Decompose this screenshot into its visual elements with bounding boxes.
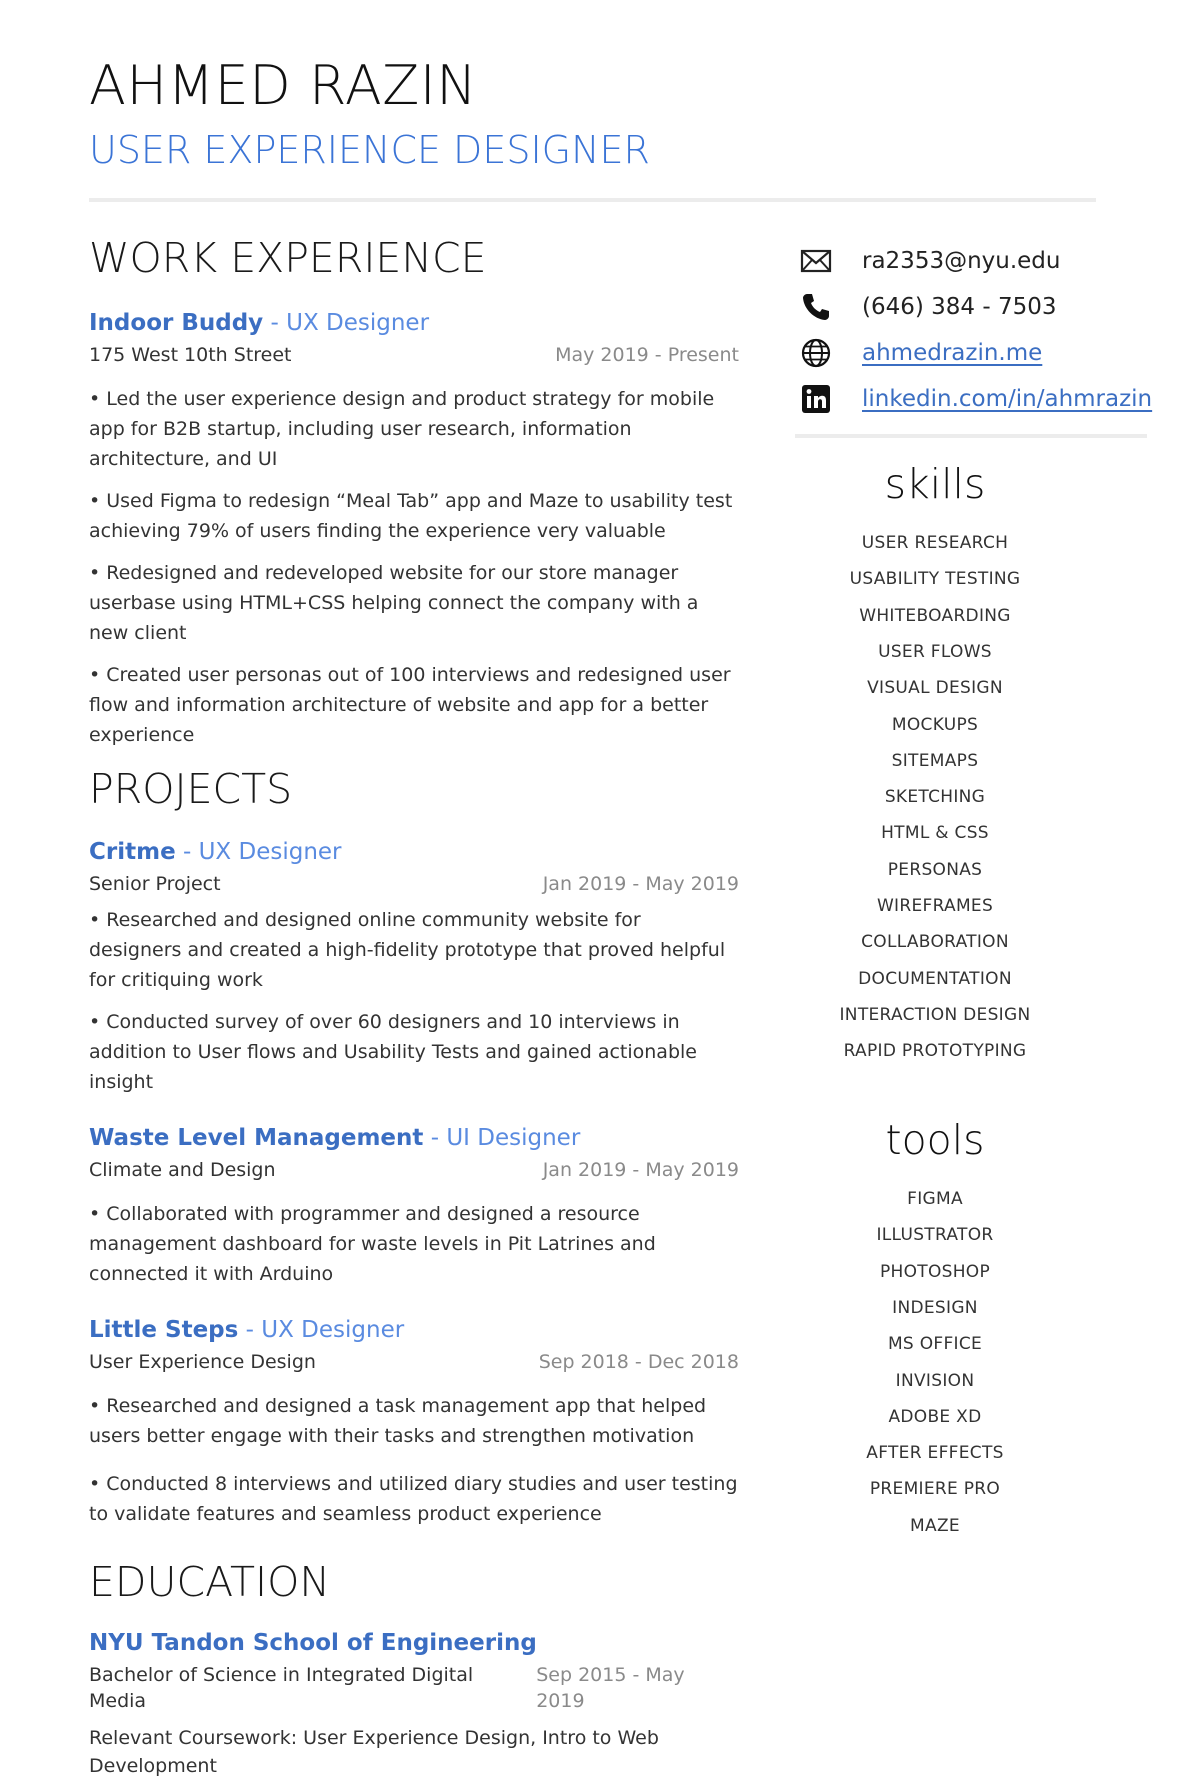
project-entry — [89, 837, 739, 1097]
coursework-text: Relevant Coursework: User Experience Design, Intro to Web Development — [89, 1727, 659, 1778]
projects-heading: PROJECTS — [89, 765, 293, 814]
tool-item: ADOBE XD — [888, 1406, 982, 1427]
project-name: Little Steps — [89, 1317, 239, 1344]
entry-dates: Jan 2019 - May 2019 — [542, 873, 739, 896]
education-heading: EDUCATION — [89, 1558, 331, 1607]
sidebar-divider — [795, 434, 1147, 438]
contact-website — [800, 330, 1152, 376]
entry-subrow — [89, 871, 739, 897]
skills-heading: skills — [884, 460, 986, 508]
email-text[interactable]: ra2353@nyu.edu — [862, 248, 1061, 274]
skill-item: DOCUMENTATION — [858, 968, 1012, 989]
entry-title — [89, 1123, 739, 1153]
tool-item: MS OFFICE — [887, 1334, 983, 1355]
skills-section — [820, 462, 1050, 1070]
role-label: - UX Designer — [238, 1317, 405, 1344]
entry-subrow — [89, 342, 739, 368]
bullet-item: • Created user personas out of 100 interviews and redesigned user flow and information architecture of website and app for a better experience — [89, 664, 731, 747]
skill-item: USER FLOWS — [878, 641, 992, 662]
bullet-list — [89, 1199, 739, 1289]
project-entry — [89, 1123, 739, 1289]
resume-name: AHMED RAZIN — [89, 54, 478, 117]
role-label: - UX Designer — [175, 839, 342, 866]
entry-dates: Sep 2018 - Dec 2018 — [538, 1351, 739, 1374]
tool-item: PREMIERE PRO — [869, 1479, 1001, 1500]
entry-subrow — [89, 1349, 739, 1375]
bullet-item: • Conducted survey of over 60 designers and 10 interviews in addition to User flows and Usability Tests and gained actionable insight — [89, 1011, 697, 1094]
entry-title — [89, 308, 739, 338]
entry-subrow — [89, 1157, 739, 1183]
project-entry — [89, 1315, 739, 1529]
header-divider — [89, 198, 1096, 202]
degree-label: Bachelor of Science in Integrated Digital Media — [89, 1664, 474, 1713]
skill-item: COLLABORATION — [861, 932, 1009, 953]
bullet-list — [89, 384, 739, 750]
entry-subtitle: 175 West 10th Street — [89, 344, 292, 367]
entry-subtitle: User Experience Design — [89, 1351, 316, 1374]
role-label: - UI Designer — [423, 1125, 581, 1152]
project-name: Critme — [89, 839, 176, 866]
website-link[interactable]: ahmedrazin.me — [862, 340, 1043, 366]
phone-text[interactable]: (646) 384 - 7503 — [862, 294, 1057, 320]
skill-item: MOCKUPS — [891, 714, 979, 735]
project-name: Waste Level Management — [89, 1125, 424, 1152]
tool-item: FIGMA — [907, 1189, 963, 1210]
work-experience-heading: WORK EXPERIENCE — [89, 234, 487, 282]
role-label: - UX Designer — [263, 310, 430, 337]
entry-dates: Jan 2019 - May 2019 — [542, 1159, 739, 1182]
school-name: NYU Tandon School of Engineering — [89, 1630, 537, 1657]
entry-dates: May 2019 - Present — [555, 344, 739, 367]
entry-title — [89, 1315, 739, 1345]
bullet-item: • Researched and designed online community website for designers and created a high-fidelity prototype that proved helpful for critiquing work — [89, 909, 726, 992]
phone-icon — [800, 291, 832, 323]
skill-item: HTML & CSS — [881, 823, 989, 844]
skill-item: INTERACTION DESIGN — [839, 1004, 1031, 1025]
skill-item: WHITEBOARDING — [859, 605, 1011, 626]
contact-phone — [800, 284, 1152, 330]
skill-item: USABILITY TESTING — [849, 569, 1021, 590]
entry-subrow — [89, 1662, 739, 1714]
contact-linkedin — [800, 376, 1152, 422]
envelope-icon — [800, 245, 832, 277]
tool-item: INDESIGN — [892, 1297, 978, 1318]
tool-item: AFTER EFFECTS — [866, 1443, 1004, 1464]
work-entry — [89, 308, 739, 750]
skill-item: RAPID PROTOTYPING — [843, 1041, 1027, 1062]
education-entry — [89, 1628, 739, 1780]
bullet-item: • Redesigned and redeveloped website for our store manager userbase using HTML+CSS helping connect the company with a new client — [89, 562, 699, 645]
tool-item: MAZE — [910, 1515, 960, 1536]
skill-item: VISUAL DESIGN — [867, 678, 1003, 699]
contact-list — [800, 238, 1152, 422]
skill-item: USER RESEARCH — [861, 533, 1009, 554]
tool-item: PHOTOSHOP — [879, 1261, 991, 1282]
bullet-item: • Conducted 8 interviews and utilized diary studies and user testing to validate features and seamless product experience — [89, 1473, 738, 1526]
bullet-item: • Led the user experience design and product strategy for mobile app for B2B startup, including user research, information architecture, and UI — [89, 388, 715, 471]
bullet-item: • Used Figma to redesign “Meal Tab” app and Maze to usability test achieving 79% of users finding the experience very valuable — [89, 490, 733, 543]
tool-item: ILLUSTRATOR — [876, 1225, 994, 1246]
bullet-item: • Researched and designed a task management app that helped users better engage with their tasks and strengthen motivation — [89, 1395, 707, 1448]
entry-dates: Sep 2015 - May 2019 — [536, 1664, 685, 1713]
tool-item: INVISION — [895, 1370, 975, 1391]
skill-item: SKETCHING — [884, 787, 986, 808]
entry-subtitle: Climate and Design — [89, 1159, 276, 1182]
entry-title — [89, 837, 739, 867]
skill-item: SITEMAPS — [891, 750, 979, 771]
tools-section — [820, 1118, 1050, 1544]
tools-heading: tools — [885, 1116, 985, 1164]
linkedin-icon — [800, 383, 832, 415]
bullet-list — [89, 1391, 739, 1529]
bullet-item: • Collaborated with programmer and designed a resource management dashboard for waste levels in Pit Latrines and connected it with Arduino — [89, 1203, 656, 1286]
main-column — [89, 235, 739, 1780]
contact-email — [800, 238, 1152, 284]
job-title: USER EXPERIENCE DESIGNER — [89, 128, 650, 172]
company-name: Indoor Buddy — [89, 310, 264, 337]
entry-subtitle: Senior Project — [89, 873, 221, 896]
linkedin-link[interactable]: linkedin.com/in/ahmrazin — [862, 386, 1153, 412]
bullet-list — [89, 905, 739, 1097]
globe-icon — [800, 337, 832, 369]
skill-item: WIREFRAMES — [876, 896, 994, 917]
entry-title — [89, 1628, 739, 1658]
skill-item: PERSONAS — [887, 859, 983, 880]
